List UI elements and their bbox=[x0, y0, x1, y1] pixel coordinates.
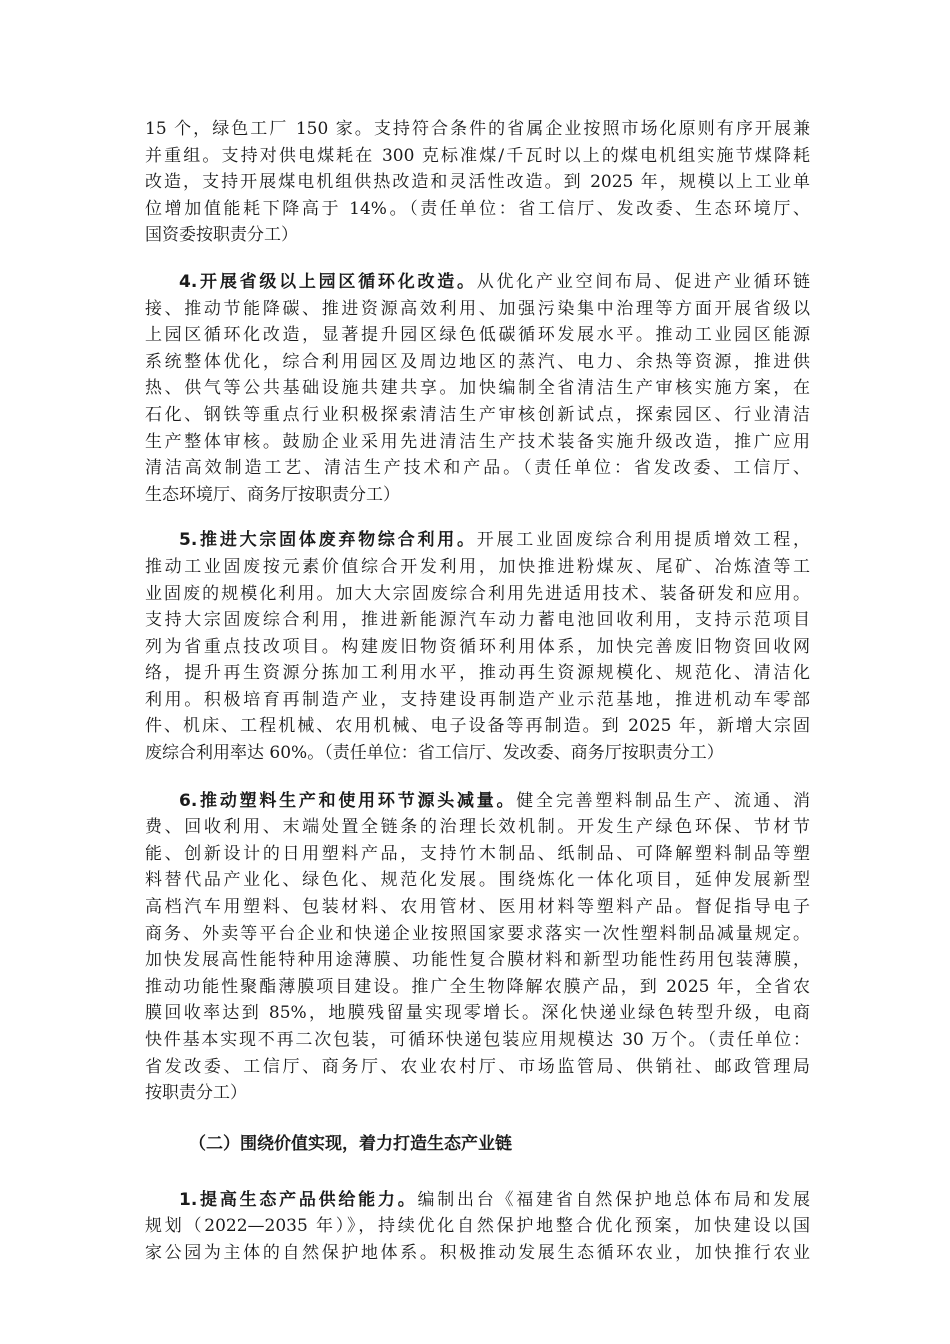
paragraph-green-factory bbox=[145, 116, 810, 249]
text-line: 位增加值能耗下降高于 14%。（责任单位：省工信厅、发改委、生态环境厅、 bbox=[145, 198, 810, 219]
text-line: 清洁高效制造工艺、清洁生产技术和产品。（责任单位：省发改委、工信厅、 bbox=[145, 458, 810, 479]
section-heading: （二）围绕价值实现，着力打造生态产业链 bbox=[189, 1133, 512, 1154]
first-line bbox=[145, 527, 810, 554]
text-line: 改造，支持开展煤电机组供热改造和灵活性改造。到 2025 年，规模以上工业单 bbox=[145, 172, 810, 193]
text-line: 列为省重点技改项目。构建废旧物资循环利用体系，加快完善废旧物资回收网 bbox=[145, 636, 810, 657]
text-line: 上园区循环化改造，显著提升园区绿色低碳循环发展水平。推动工业园区能源 bbox=[145, 325, 810, 346]
text-line: 高档汽车用塑料、包装材料、农用管材、医用材料等塑料产品。督促指导电子 bbox=[145, 897, 810, 918]
text-line: 推动功能性聚酯薄膜项目建设。推广全生物降解农膜产品，到 2025 年，全省农 bbox=[145, 976, 810, 997]
paragraph-ecological-supply bbox=[145, 1187, 810, 1267]
text-line: 料替代品产业化、绿色化、规范化发展。围绕炼化一体化项目，延伸发展新型 bbox=[145, 870, 810, 891]
text-line: 费、回收利用、末端处置全链条的治理长效机制。开发生产绿色环保、节材节 bbox=[145, 817, 810, 838]
text-line: 并重组。支持对供电煤耗在 300 克标准煤/千瓦时以上的煤电机组实施节煤降耗 bbox=[145, 145, 810, 166]
text-line: 业固废的规模化利用。加大大宗固废综合利用先进适用技术、装备研发和应用。 bbox=[145, 583, 810, 604]
document-page bbox=[145, 116, 810, 1267]
text-line: 生产整体审核。鼓励企业采用先进清洁生产技术装备实施升级改造，推广应用 bbox=[145, 431, 810, 452]
text-line: 热、供气等公共基础设施共建共享。加快编制全省清洁生产审核实施方案，在 bbox=[145, 378, 810, 399]
text-line: 接、推动节能降碳、推进资源高效利用、加强污染集中治理等方面开展省级以 bbox=[145, 298, 810, 319]
item-heading: 4.开展省级以上园区循环化改造。 bbox=[179, 271, 477, 292]
text-line: 加快发展高性能特种用途薄膜、功能性复合膜材料和新型功能性药用包装薄膜， bbox=[145, 950, 810, 971]
text-line: 家公园为主体的自然保护地体系。积极推动发展生态循环农业，加快推行农业 bbox=[145, 1242, 810, 1263]
text-line: 膜回收率达到 85%，地膜残留量实现零增长。深化快递业绿色转型升级，电商 bbox=[145, 1003, 810, 1024]
text-line: 按职责分工） bbox=[145, 1083, 247, 1104]
item-heading: 6.推动塑料生产和使用环节源头减量。 bbox=[179, 790, 517, 811]
text-line: 推动工业固废按元素价值综合开发利用，加快推进粉煤灰、尾矿、冶炼渣等工 bbox=[145, 556, 810, 577]
item-text: 健全完善塑料制品生产、流通、消 bbox=[516, 790, 811, 811]
text-line: 能、创新设计的日用塑料产品，支持竹木制品、纸制品、可降解塑料制品等塑 bbox=[145, 843, 810, 864]
item-text: 开展工业固废综合利用提质增效工程， bbox=[476, 530, 810, 551]
text-line: 石化、钢铁等重点行业积极探索清洁生产审核创新试点，探索园区、行业清洁 bbox=[145, 404, 810, 425]
text-line: 系统整体优化，综合利用园区及周边地区的蒸汽、电力、余热等资源，推进供 bbox=[145, 351, 810, 372]
first-line bbox=[145, 1187, 810, 1214]
item-heading: 5.推进大宗固体废弃物综合利用。 bbox=[179, 530, 477, 551]
text-line: 国资委按职责分工） bbox=[145, 225, 298, 246]
item-text: 从优化产业空间布局、促进产业循环链 bbox=[476, 271, 810, 292]
first-line bbox=[145, 269, 810, 296]
paragraph-item-4 bbox=[145, 269, 810, 508]
text-line: 规划（2022—2035 年）》，持续优化自然保护地整合优化预案，加快建设以国 bbox=[145, 1216, 810, 1237]
first-line bbox=[145, 788, 810, 815]
text-line: 省发改委、工信厅、商务厅、农业农村厅、市场监管局、供销社、邮政管理局 bbox=[145, 1056, 810, 1077]
text-line: 支持大宗固废综合利用，推进新能源汽车动力蓄电池回收利用，支持示范项目 bbox=[145, 610, 810, 631]
item-heading: 1.提高生态产品供给能力。 bbox=[179, 1189, 418, 1210]
text-line: 废综合利用率达 60%。（责任单位：省工信厅、发改委、商务厅按职责分工） bbox=[145, 743, 724, 764]
text-line: 商务、外卖等平台企业和快递企业按照国家要求落实一次性塑料制品减量规定。 bbox=[145, 923, 810, 944]
text-line: 利用。积极培育再制造产业，支持建设再制造产业示范基地，推进机动车零部 bbox=[145, 689, 810, 710]
text-line: 络，提升再生资源分拣加工利用水平，推动再生资源规模化、规范化、清洁化 bbox=[145, 663, 810, 684]
paragraph-item-5 bbox=[145, 527, 810, 766]
item-text: 编制出台《福建省自然保护地总体布局和发展 bbox=[417, 1189, 810, 1210]
text-line: 件、机床、工程机械、农用机械、电子设备等再制造。到 2025 年，新增大宗固 bbox=[145, 716, 810, 737]
text-line: 15 个，绿色工厂 150 家。支持符合条件的省属企业按照市场化原则有序开展兼 bbox=[145, 119, 810, 139]
text-line: 生态环境厅、商务厅按职责分工） bbox=[145, 484, 400, 505]
text-line: 快件基本实现不再二次包装，可循环快递包装应用规模达 30 万个。（责任单位： bbox=[145, 1030, 810, 1050]
paragraph-item-6 bbox=[145, 788, 810, 1107]
